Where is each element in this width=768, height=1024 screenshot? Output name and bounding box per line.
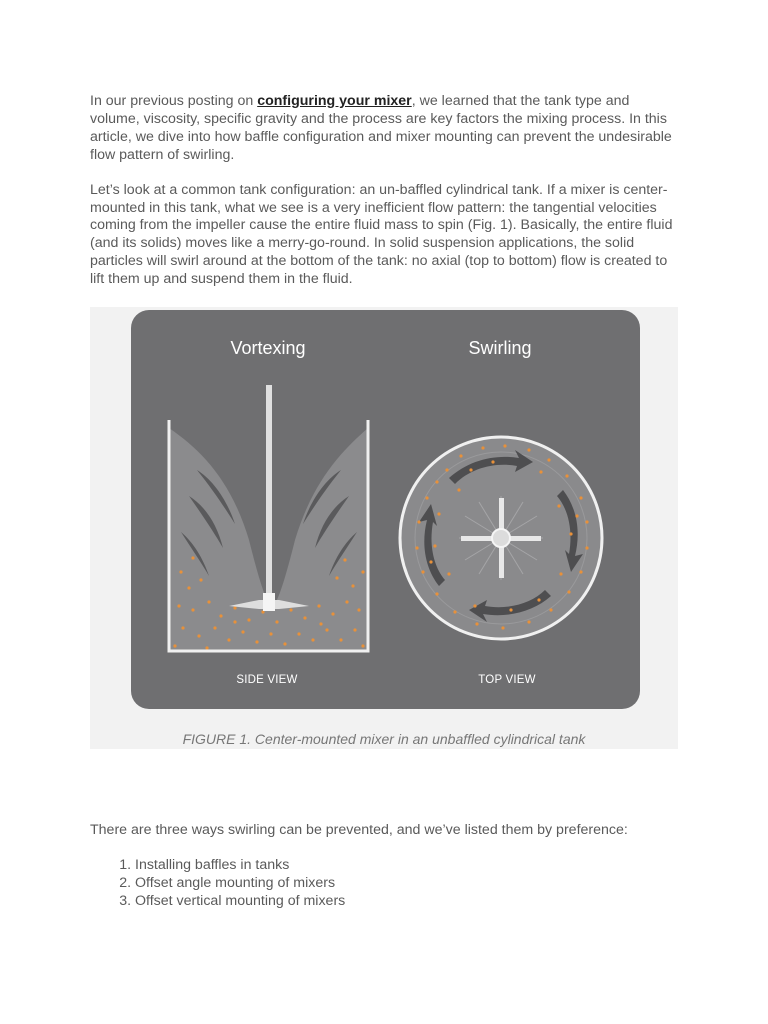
top-view-label: TOP VIEW xyxy=(478,674,536,686)
paragraph-tank-configuration: Let’s look at a common tank configuration: an un-baffled cylindrical tank. If a mixer is center-mounted in this tank, what we see is a very inefficient flow pattern: the tangential velocities coming from the impeller cause the entire fluid mass to spin (Fig. 1). Basically, the entire fluid (and its solids) moves like a merry-go-round. In solid suspension applications, the solid particles will swirl around at the bottom of the tank: no axial (top to bottom) flow is created to lift them up and suspend them in the fluid. xyxy=(90,181,673,288)
figure-illustration xyxy=(131,310,640,709)
configuring-mixer-link[interactable]: configuring your mixer xyxy=(257,93,412,109)
figure-panel xyxy=(131,310,640,709)
list-item: 2. Offset angle mounting of mixers xyxy=(135,874,690,892)
side-view-tank xyxy=(169,385,368,651)
swirling-title: Swirling xyxy=(468,338,532,358)
list-item: 3. Offset vertical mounting of mixers xyxy=(135,892,690,910)
prevention-section xyxy=(90,822,690,910)
paragraph-intro xyxy=(90,93,680,165)
paragraph-intro-end: , we learned that the tank type and volume, viscosity, specific gravity and the process are key factors the mixing process. In this article, we dive into how baffle configuration and mixer mounting can prevent the undesirable flow pattern of swirling. xyxy=(90,93,672,163)
vortexing-title: Vortexing xyxy=(230,338,306,358)
prevention-list xyxy=(90,856,690,910)
top-view-tank xyxy=(400,437,602,639)
figure-caption: FIGURE 1. Center-mounted mixer in an unbaffled cylindrical tank xyxy=(182,731,586,747)
side-view-label: SIDE VIEW xyxy=(236,674,298,686)
figure-1 xyxy=(90,307,678,749)
prevention-intro: There are three ways swirling can be prevented, and we’ve listed them by preference: xyxy=(90,822,628,838)
article-body xyxy=(90,93,680,289)
list-item: 1. Installing baffles in tanks xyxy=(135,856,690,874)
paragraph-intro-start: In our previous posting on xyxy=(90,93,258,109)
impeller-hub xyxy=(492,529,510,547)
